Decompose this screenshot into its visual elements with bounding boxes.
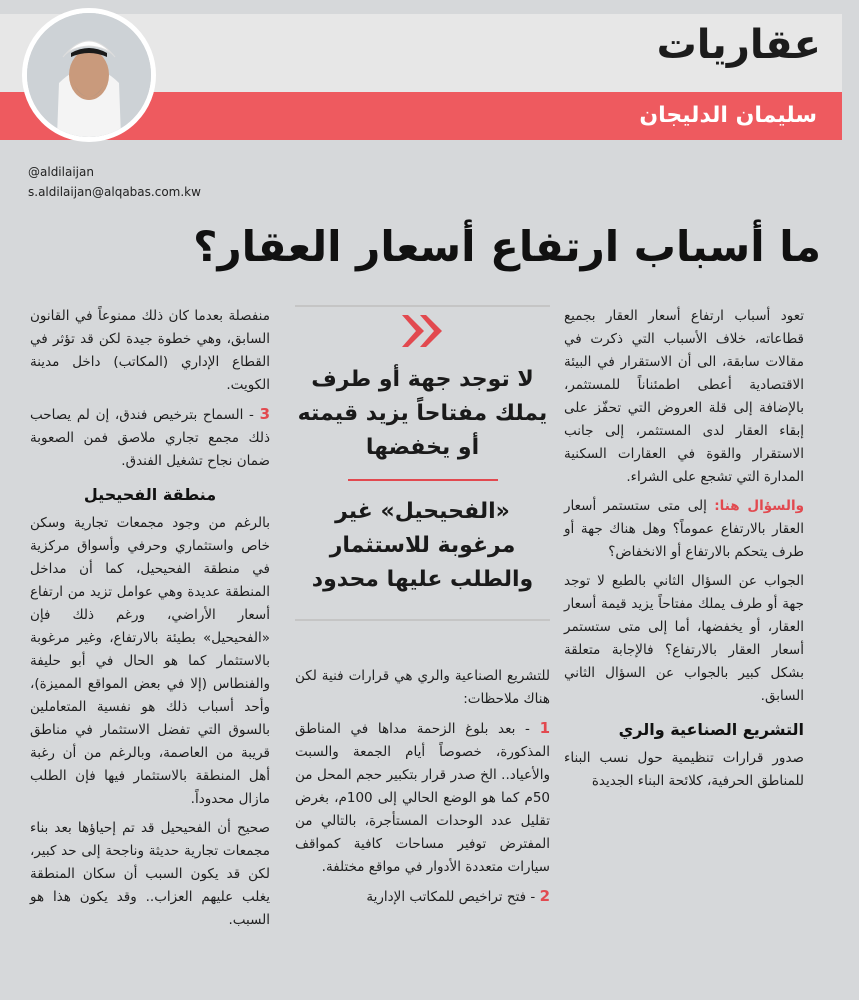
- contact-handles: [28, 162, 201, 202]
- quote-separator: [348, 479, 498, 481]
- column-middle: [295, 665, 550, 915]
- paragraph: بالرغم من وجود مجمعات تجارية وسكن خاص واستثماري وحرفي وأسواق مركزية في منطقة الفحيحيل، كما أن مداخل المنطقة عديدة وهي عوامل تزيد من ارتفاع أسعار الأراضي، ورغم ذلك فإن «الفحيحيل» بطيئة بالارتفاع، وغير مرغوبة بالاستثمار كما هو الحال في أبو حليفة والفنطاس (إلا في بعض المواقع المميزة)، وأحد أسباب ذلك هو نفسية المتعاملين بالسوق التي تفضل الاستثمار في مناطق قريبة من العاصمة، وبالرغم من أن رغبة أهل المنطقة بالاستثمار فيها فإن الطلب مازال محدوداً.: [30, 515, 270, 807]
- paragraph-text: - بعد بلوغ الزحمة مداها في المناطق المذكورة، خصوصاً أيام الجمعة والسبت والأعياد.. الخ صدر قرار بتكبير حجم المحل من 50م كما هو الوضع الحالي إلى 100م، بغرض تقليل عدد الوحدات المستأجرة، بالتالي من المفترض توفير مساحات كافية كمواقف سيارات متعددة الأدوار في مواقع مختلفة.: [295, 721, 550, 875]
- paragraph: [295, 717, 550, 879]
- column-left: [30, 305, 270, 938]
- quote-arrow-icon: [400, 313, 446, 349]
- author-name: سليمان الدليجان: [639, 103, 817, 128]
- paragraph: صحيح أن الفحيحيل قد تم إحياؤها بعد بناء مجمعات تجارية حديثة وناجحة إلى حد كبير، لكن قد يكون السبب أن سكان المنطقة يغلب عليهم العزاب.. وقد يكون هذا هو السبب.: [30, 820, 270, 928]
- email-address[interactable]: s.aldilaijan@alqabas.com.kw: [28, 185, 201, 199]
- divider: [295, 619, 550, 621]
- section-title: عقاريات: [656, 22, 821, 68]
- paragraph: الجواب عن السؤال الثاني بالطبع لا توجد جهة أو طرف يملك مفتاحاً يزيد قيمة أسعار العقار، أو يخفضها، أما إلى متى ستستمر أسعار العقار بالارتفاع؟ فالإجابة متعلقة بشكل كبير بالجواب عن السؤال الثاني السابق.: [564, 573, 804, 704]
- author-avatar: [22, 8, 156, 142]
- divider: [295, 305, 550, 307]
- author-portrait-icon: [27, 13, 151, 137]
- paragraph-text: إلى متى ستستمر أسعار العقار بالارتفاع عموماً؟ وهل هناك جهة أو طرف يتحكم بالارتفاع أو الانخفاض؟: [564, 498, 804, 560]
- pullquote-1: لا توجد جهة أو طرف يملك مفتاحاً يزيد قيمته أو يخفضها: [297, 367, 548, 460]
- paragraph: منفصلة بعدما كان ذلك ممنوعاً في القانون السابق، وهي خطوة جيدة لكن قد تؤثر في القطاع الإداري (المكاتب) داخل مدينة الكويت.: [30, 308, 270, 393]
- paragraph-text: - السماح بترخيص فندق، إن لم يصاحب ذلك مجمع تجاري ملاصق فمن الصعوبة ضمان نجاح تشغيل الفندق.: [30, 407, 270, 469]
- paragraph: [30, 403, 270, 473]
- paragraph: للتشريع الصناعية والري هي قرارات فنية لكن هناك ملاحظات:: [295, 668, 550, 707]
- subheading: منطقة الفحيحيل: [83, 485, 217, 504]
- list-number: 1: [539, 719, 551, 737]
- paragraph-text: - فتح تراخيص للمكاتب الإدارية: [366, 889, 536, 905]
- paragraph: [564, 495, 804, 564]
- lead-in: والسؤال هنا:: [714, 498, 805, 514]
- pullquote-2: «الفحيحيل» غير مرغوبة للاستثمار والطلب عليها محدود: [311, 499, 534, 592]
- twitter-handle[interactable]: @aldilaijan: [28, 165, 94, 179]
- headline: ما أسباب ارتفاع أسعار العقار؟: [193, 222, 821, 271]
- article-body: [0, 305, 842, 985]
- paragraph: تعود أسباب ارتفاع أسعار العقار بجميع قطاعاته، خلاف الأسباب التي ذكرت في مقالات سابقة، الى أن الاستقرار في البيئة الاقتصادية أعطى اطمئناناً للمستثمر، بالإضافة إلى قلة العروض التي تحفّز على إبقاء العقار لدى المستثمر، إلى جانب الاستقرار والقوة في العقارات السكنية المدارة التي تشجع على الشراء.: [564, 308, 804, 485]
- column-right: [564, 305, 804, 799]
- list-number: 2: [539, 887, 550, 905]
- list-number: 3: [259, 405, 270, 423]
- paragraph: [295, 885, 550, 909]
- pullquote-box: [295, 305, 550, 621]
- paragraph: صدور قرارات تنظيمية حول نسب البناء للمناطق الحرفية، كلائحة البناء الجديدة: [564, 750, 804, 789]
- quote-marks: [295, 313, 550, 353]
- subheading: التشريع الصناعية والري: [618, 720, 804, 739]
